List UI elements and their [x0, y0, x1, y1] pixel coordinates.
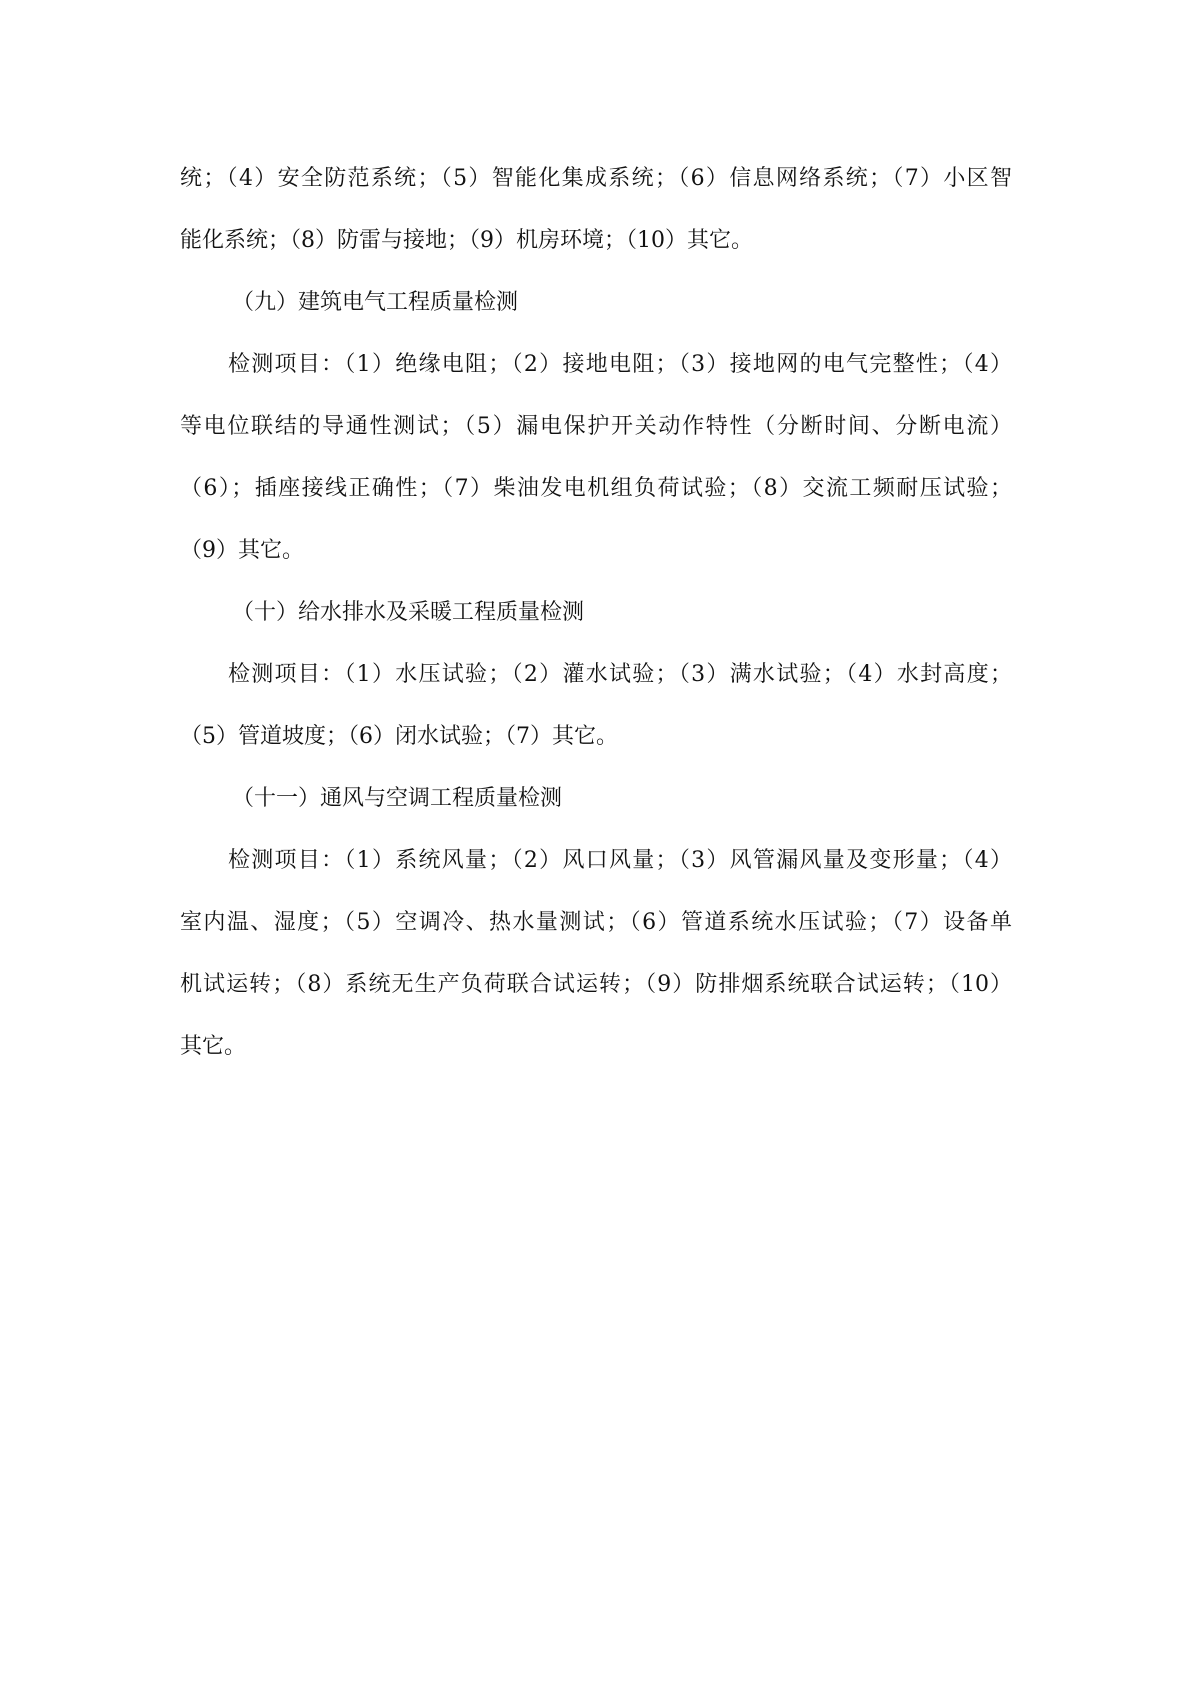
text-line: 等电位联结的导通性测试；（5）漏电保护开关动作特性（分断时间、分断电流）	[180, 414, 1012, 439]
section-heading: （十）给水排水及采暖工程质量检测	[232, 600, 585, 625]
text-line: 检测项目：（1）绝缘电阻；（2）接地电阻；（3）接地网的电气完整性；（4）	[228, 352, 1012, 377]
text-line: （9）其它。	[180, 538, 304, 563]
text-line: 检测项目：（1）水压试验；（2）灌水试验；（3）满水试验；（4）水封高度；	[228, 662, 1012, 687]
text-line: 检测项目：（1）系统风量；（2）风口风量；（3）风管漏风量及变形量；（4）	[228, 848, 1012, 873]
text-line: 统；（4）安全防范系统；（5）智能化集成系统；（6）信息网络系统；（7）小区智	[180, 166, 1012, 191]
text-line: 机试运转；（8）系统无生产负荷联合试运转；（9）防排烟系统联合试运转；（10）	[180, 972, 1012, 997]
document-body	[180, 148, 1012, 1078]
text-line: 其它。	[180, 1034, 247, 1059]
section-heading: （九）建筑电气工程质量检测	[232, 290, 519, 315]
text-line: （6）；插座接线正确性；（7）柴油发电机组负荷试验；（8）交流工频耐压试验；	[180, 476, 1012, 501]
text-line: （5）管道坡度；（6）闭水试验；（7）其它。	[180, 724, 618, 749]
section-heading: （十一）通风与空调工程质量检测	[232, 786, 563, 811]
text-line: 室内温、湿度；（5）空调冷、热水量测试；（6）管道系统水压试验；（7）设备单	[180, 910, 1012, 935]
text-line: 能化系统；（8）防雷与接地；（9）机房环境；（10）其它。	[180, 228, 753, 253]
